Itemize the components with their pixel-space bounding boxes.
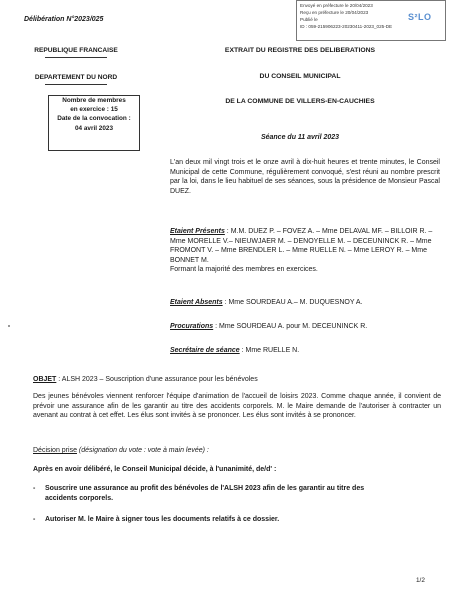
secretaire-block [170, 346, 440, 356]
stamp-publie: Publié le [300, 17, 318, 22]
bullet-text: Autoriser M. le Maire à signer tous les documents relatifs à ce dossier. [45, 516, 280, 523]
decision-block [33, 446, 209, 456]
membres-count: en exercice : 15 [70, 106, 118, 114]
stamp-id: ID : 059-215906223-20230411-2023_025-DE [300, 24, 393, 29]
deliberation-number: Délibération N°2023/025 [24, 16, 104, 23]
objet-label: OBJET [33, 376, 57, 383]
membres-label: Nombre de membres [62, 97, 126, 104]
intro-paragraph: L'an deux mil vingt trois et le onze avril à dix-huit heures et trente minutes, le Conseil Municipal de cette Commune, régulièrement convoqué, s'est réuni au nombre prescrit par la loi, dans le lieu habituel de ses séances, sous la présidence de Monsieur Pascal DUEZ. [170, 159, 440, 195]
secretaire-label: Secrétaire de séance [170, 347, 240, 354]
absents-label: Etaient Absents [170, 299, 223, 306]
presents-label: Etaient Présents [170, 228, 225, 235]
presents-block [170, 227, 440, 275]
decision-bullet [33, 484, 443, 494]
procurations-label: Procurations [170, 323, 214, 330]
absents-list: : Mme SOURDEAU A.– M. DUQUESNOY A. [222, 299, 363, 306]
bullet-dash: - [33, 516, 36, 523]
procurations-block [170, 322, 440, 332]
decision-intro: Après en avoir délibéré, le Conseil Municipal décide, à l'unanimité, de/d' : [33, 466, 277, 473]
absents-block [170, 298, 440, 308]
objet-text: : ALSH 2023 – Souscription d'une assurance pour les bénévoles [56, 376, 258, 383]
convocation-date: 04 avril 2023 [74, 124, 114, 132]
republique-francaise: REPUBLIQUE FRANCAISE [34, 47, 118, 54]
objet-paragraph: Des jeunes bénévoles viennent renforcer l'équipe d'animation de l'accueil de loisirs 2023. Comme chaque année, il convient de prévoir une assurance afin de les garantir au titre des accidents corporels. M. le Maire demande de l'autoriser à contracter un avenant au contrat à cet effet. Les élus sont invités à se prononcer. Les élus sont invités à se prononcer. [33, 393, 441, 420]
convocation-label: Date de la convocation : [57, 115, 131, 123]
divider [45, 84, 107, 85]
bullet-text-continued: accidents corporels. [45, 495, 114, 502]
commune-heading: DE LA COMMUNE DE VILLERS-EN-CAUCHIES [225, 98, 375, 105]
margin-mark [8, 325, 10, 327]
decision-bullet [33, 515, 443, 525]
bullet-text: Souscrire une assurance au profit des bénévoles de l'ALSH 2023 afin de les garantir au titre des [45, 485, 365, 492]
page-number: 1/2 [416, 577, 425, 584]
seance-date: Séance du 11 avril 2023 [260, 134, 340, 141]
stamp-recu: Reçu en préfecture le 20/04/2023 [300, 10, 369, 15]
membres-box [48, 95, 140, 151]
decision-detail: (désignation du vote : vote à main levée) : [76, 447, 209, 454]
objet-block [33, 375, 443, 385]
secretaire-name: : Mme RUELLE N. [239, 347, 300, 354]
divider [45, 57, 107, 58]
departement: DEPARTEMENT DU NORD [34, 74, 118, 81]
slo-logo: S²LO [408, 12, 432, 22]
decision-label: Décision prise [33, 447, 77, 454]
majorite-text: Formant la majorité des membres en exercices. [170, 266, 318, 274]
presents-list: : M.M. DUEZ P. – FOVEZ A. – Mme DELAVAL MF. – BILLOIR R. – Mme MORELLE V.– NIEUWJAER M. – DENOYELLE M. – DECEUNINCK R. – Mme FROMONT V. – Mme BRENDLER L. – Mme RUELLE N. – Mme LEROY R. – Mme BONNET M. [170, 228, 433, 264]
conseil-heading: DU CONSEIL MUNICIPAL [259, 73, 341, 80]
bullet-dash: - [33, 485, 36, 492]
stamp-envoye: Envoyé en préfecture le 20/04/2023 [300, 3, 373, 8]
procurations-list: : Mme SOURDEAU A. pour M. DECEUNINCK R. [213, 323, 368, 330]
extrait-heading: EXTRAIT DU REGISTRE DES DELIBERATIONS [224, 47, 376, 54]
